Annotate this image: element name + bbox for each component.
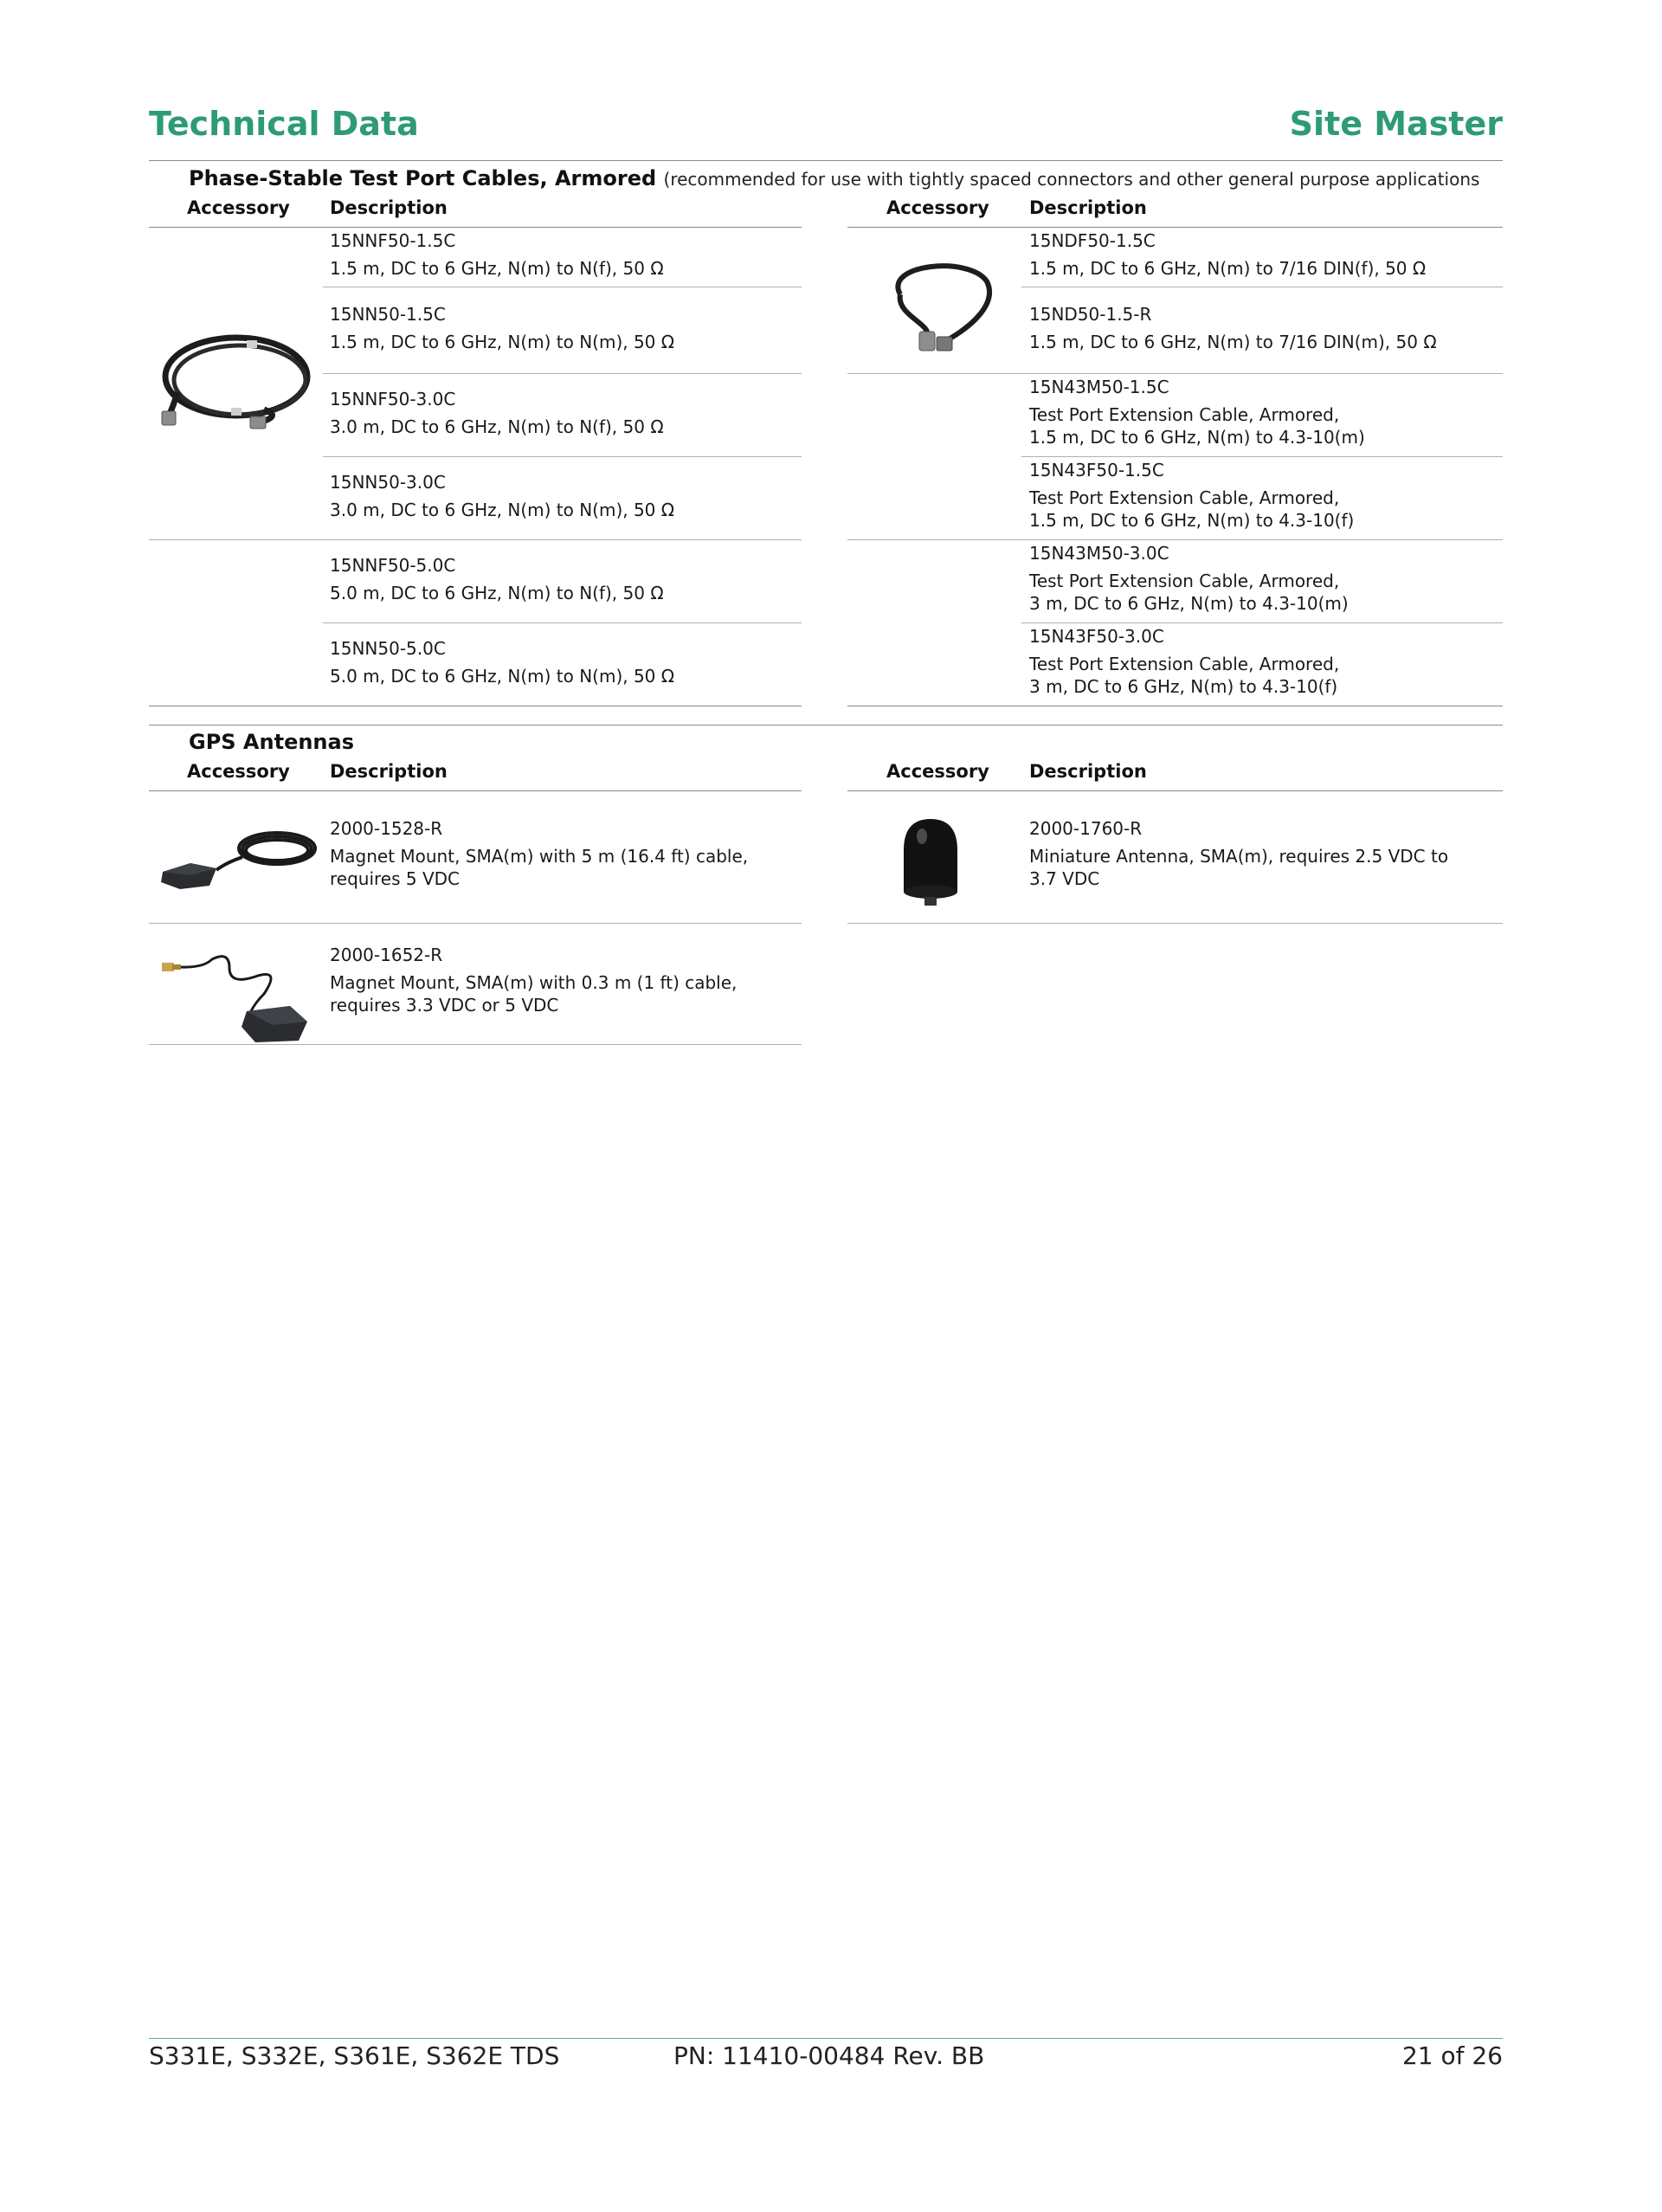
row-divider (847, 923, 1503, 924)
item-description-line1: Magnet Mount, SMA(m) with 5 m (16.4 ft) cable, (330, 846, 749, 867)
row-divider (149, 923, 802, 924)
list-item (330, 554, 664, 604)
page-header-title: Technical Data (149, 105, 419, 143)
item-description: 1.5 m, DC to 6 GHz, N(m) to 7/16 DIN(m), 50 Ω (1029, 332, 1437, 352)
item-code: 15NNF50-3.0C (330, 389, 456, 410)
item-code: 15ND50-1.5-R (1029, 304, 1152, 325)
list-item (330, 471, 674, 521)
list-item (1029, 542, 1349, 615)
coiled-cable-image (160, 325, 316, 446)
col-header-accessory-right: Accessory (886, 197, 989, 218)
item-description-line2: 3.7 VDC (1029, 868, 1100, 889)
row-divider (1021, 456, 1503, 457)
footer-model: S331E, S332E, S361E, S362E TDS (149, 2041, 560, 2070)
gps-magnet-antenna-image (156, 818, 320, 896)
item-description-line1: Test Port Extension Cable, Armored, (1029, 404, 1340, 425)
item-description-line1: Miniature Antenna, SMA(m), requires 2.5 VDC to (1029, 846, 1449, 867)
item-code: 15NN50-1.5C (330, 304, 446, 325)
row-divider (323, 456, 802, 457)
row-divider (1021, 622, 1503, 623)
page-header-product: Site Master (1289, 105, 1503, 143)
row-divider (323, 622, 802, 623)
col-header-description: Description (330, 197, 448, 218)
footer-page-number: 21 of 26 (1401, 2041, 1503, 2070)
item-description: 3.0 m, DC to 6 GHz, N(m) to N(f), 50 Ω (330, 416, 664, 437)
item-description-line1: Test Port Extension Cable, Armored, (1029, 571, 1340, 591)
gps-short-cable-antenna-image (160, 951, 325, 1046)
col-header-accessory: Accessory (187, 761, 290, 782)
list-item (1029, 303, 1437, 353)
item-code: 15N43F50-3.0C (1029, 626, 1164, 647)
item-description-line1: Test Port Extension Cable, Armored, (1029, 487, 1340, 508)
item-description-line2: 3 m, DC to 6 GHz, N(m) to 4.3-10(m) (1029, 593, 1349, 614)
col-header-description: Description (330, 761, 448, 782)
item-code: 2000-1652-R (330, 945, 443, 965)
item-description: 1.5 m, DC to 6 GHz, N(m) to 7/16 DIN(f), 50 Ω (1029, 258, 1427, 279)
col-header-description-right: Description (1029, 761, 1147, 782)
section-divider (149, 725, 1503, 726)
footer-part-number: PN: 11410-00484 Rev. BB (673, 2041, 985, 2070)
col-header-description-right: Description (1029, 197, 1147, 218)
group-divider (847, 373, 1503, 374)
item-description: 1.5 m, DC to 6 GHz, N(m) to N(f), 50 Ω (330, 258, 664, 279)
section-title-armored-cables (189, 165, 1479, 192)
list-item (330, 817, 748, 890)
item-code: 2000-1528-R (330, 818, 443, 839)
list-item (330, 303, 674, 353)
section-title-text: Phase-Stable Test Port Cables, Armored (189, 166, 657, 190)
section-note: (recommended for use with tightly spaced connectors and other general purpose applications (663, 169, 1480, 190)
item-code: 15NN50-5.0C (330, 638, 446, 659)
list-item (330, 637, 674, 687)
item-code: 15N43F50-1.5C (1029, 460, 1164, 480)
item-description-line2: requires 5 VDC (330, 868, 461, 889)
table-header-rule-left (149, 790, 802, 791)
list-item (1029, 229, 1426, 280)
item-description: 1.5 m, DC to 6 GHz, N(m) to N(m), 50 Ω (330, 332, 675, 352)
table-header-rule-right (847, 227, 1503, 228)
list-item (1029, 376, 1365, 448)
section-title-gps-antennas: GPS Antennas (189, 730, 354, 754)
item-code: 15N43M50-3.0C (1029, 543, 1169, 564)
table-header-rule-right (847, 790, 1503, 791)
item-code: 15N43M50-1.5C (1029, 377, 1169, 397)
item-description-line1: Test Port Extension Cable, Armored, (1029, 654, 1340, 674)
table-header-rule-left (149, 227, 802, 228)
row-divider (323, 373, 802, 374)
item-code: 2000-1760-R (1029, 818, 1143, 839)
list-item (1029, 625, 1339, 698)
row-divider (149, 1044, 802, 1045)
item-code: 15NNF50-1.5C (330, 230, 456, 251)
item-description: 5.0 m, DC to 6 GHz, N(m) to N(f), 50 Ω (330, 583, 664, 603)
item-code: 15NN50-3.0C (330, 472, 446, 493)
item-description-line1: Magnet Mount, SMA(m) with 0.3 m (1 ft) cable, (330, 972, 738, 993)
item-description-line2: 3 m, DC to 6 GHz, N(m) to 4.3-10(f) (1029, 676, 1338, 697)
item-description: 5.0 m, DC to 6 GHz, N(m) to N(m), 50 Ω (330, 666, 675, 687)
item-code: 15NNF50-5.0C (330, 555, 456, 576)
item-description: 3.0 m, DC to 6 GHz, N(m) to N(m), 50 Ω (330, 500, 675, 520)
item-description-line2: 1.5 m, DC to 6 GHz, N(m) to 4.3-10(f) (1029, 510, 1355, 531)
col-header-accessory-right: Accessory (886, 761, 989, 782)
list-item (1029, 459, 1354, 532)
group-divider (149, 539, 802, 540)
header-divider (149, 160, 1503, 161)
list-item (330, 944, 737, 1016)
group-divider (847, 539, 1503, 540)
gps-miniature-antenna-image (892, 814, 970, 909)
item-description-line2: 1.5 m, DC to 6 GHz, N(m) to 4.3-10(m) (1029, 427, 1365, 448)
list-item (1029, 817, 1448, 890)
item-description-line2: requires 3.3 VDC or 5 VDC (330, 995, 559, 1016)
footer-divider (149, 2038, 1503, 2039)
item-code: 15NDF50-1.5C (1029, 230, 1156, 251)
din-cable-image (874, 247, 995, 368)
list-item (330, 388, 664, 438)
col-header-accessory: Accessory (187, 197, 290, 218)
list-item (330, 229, 664, 280)
